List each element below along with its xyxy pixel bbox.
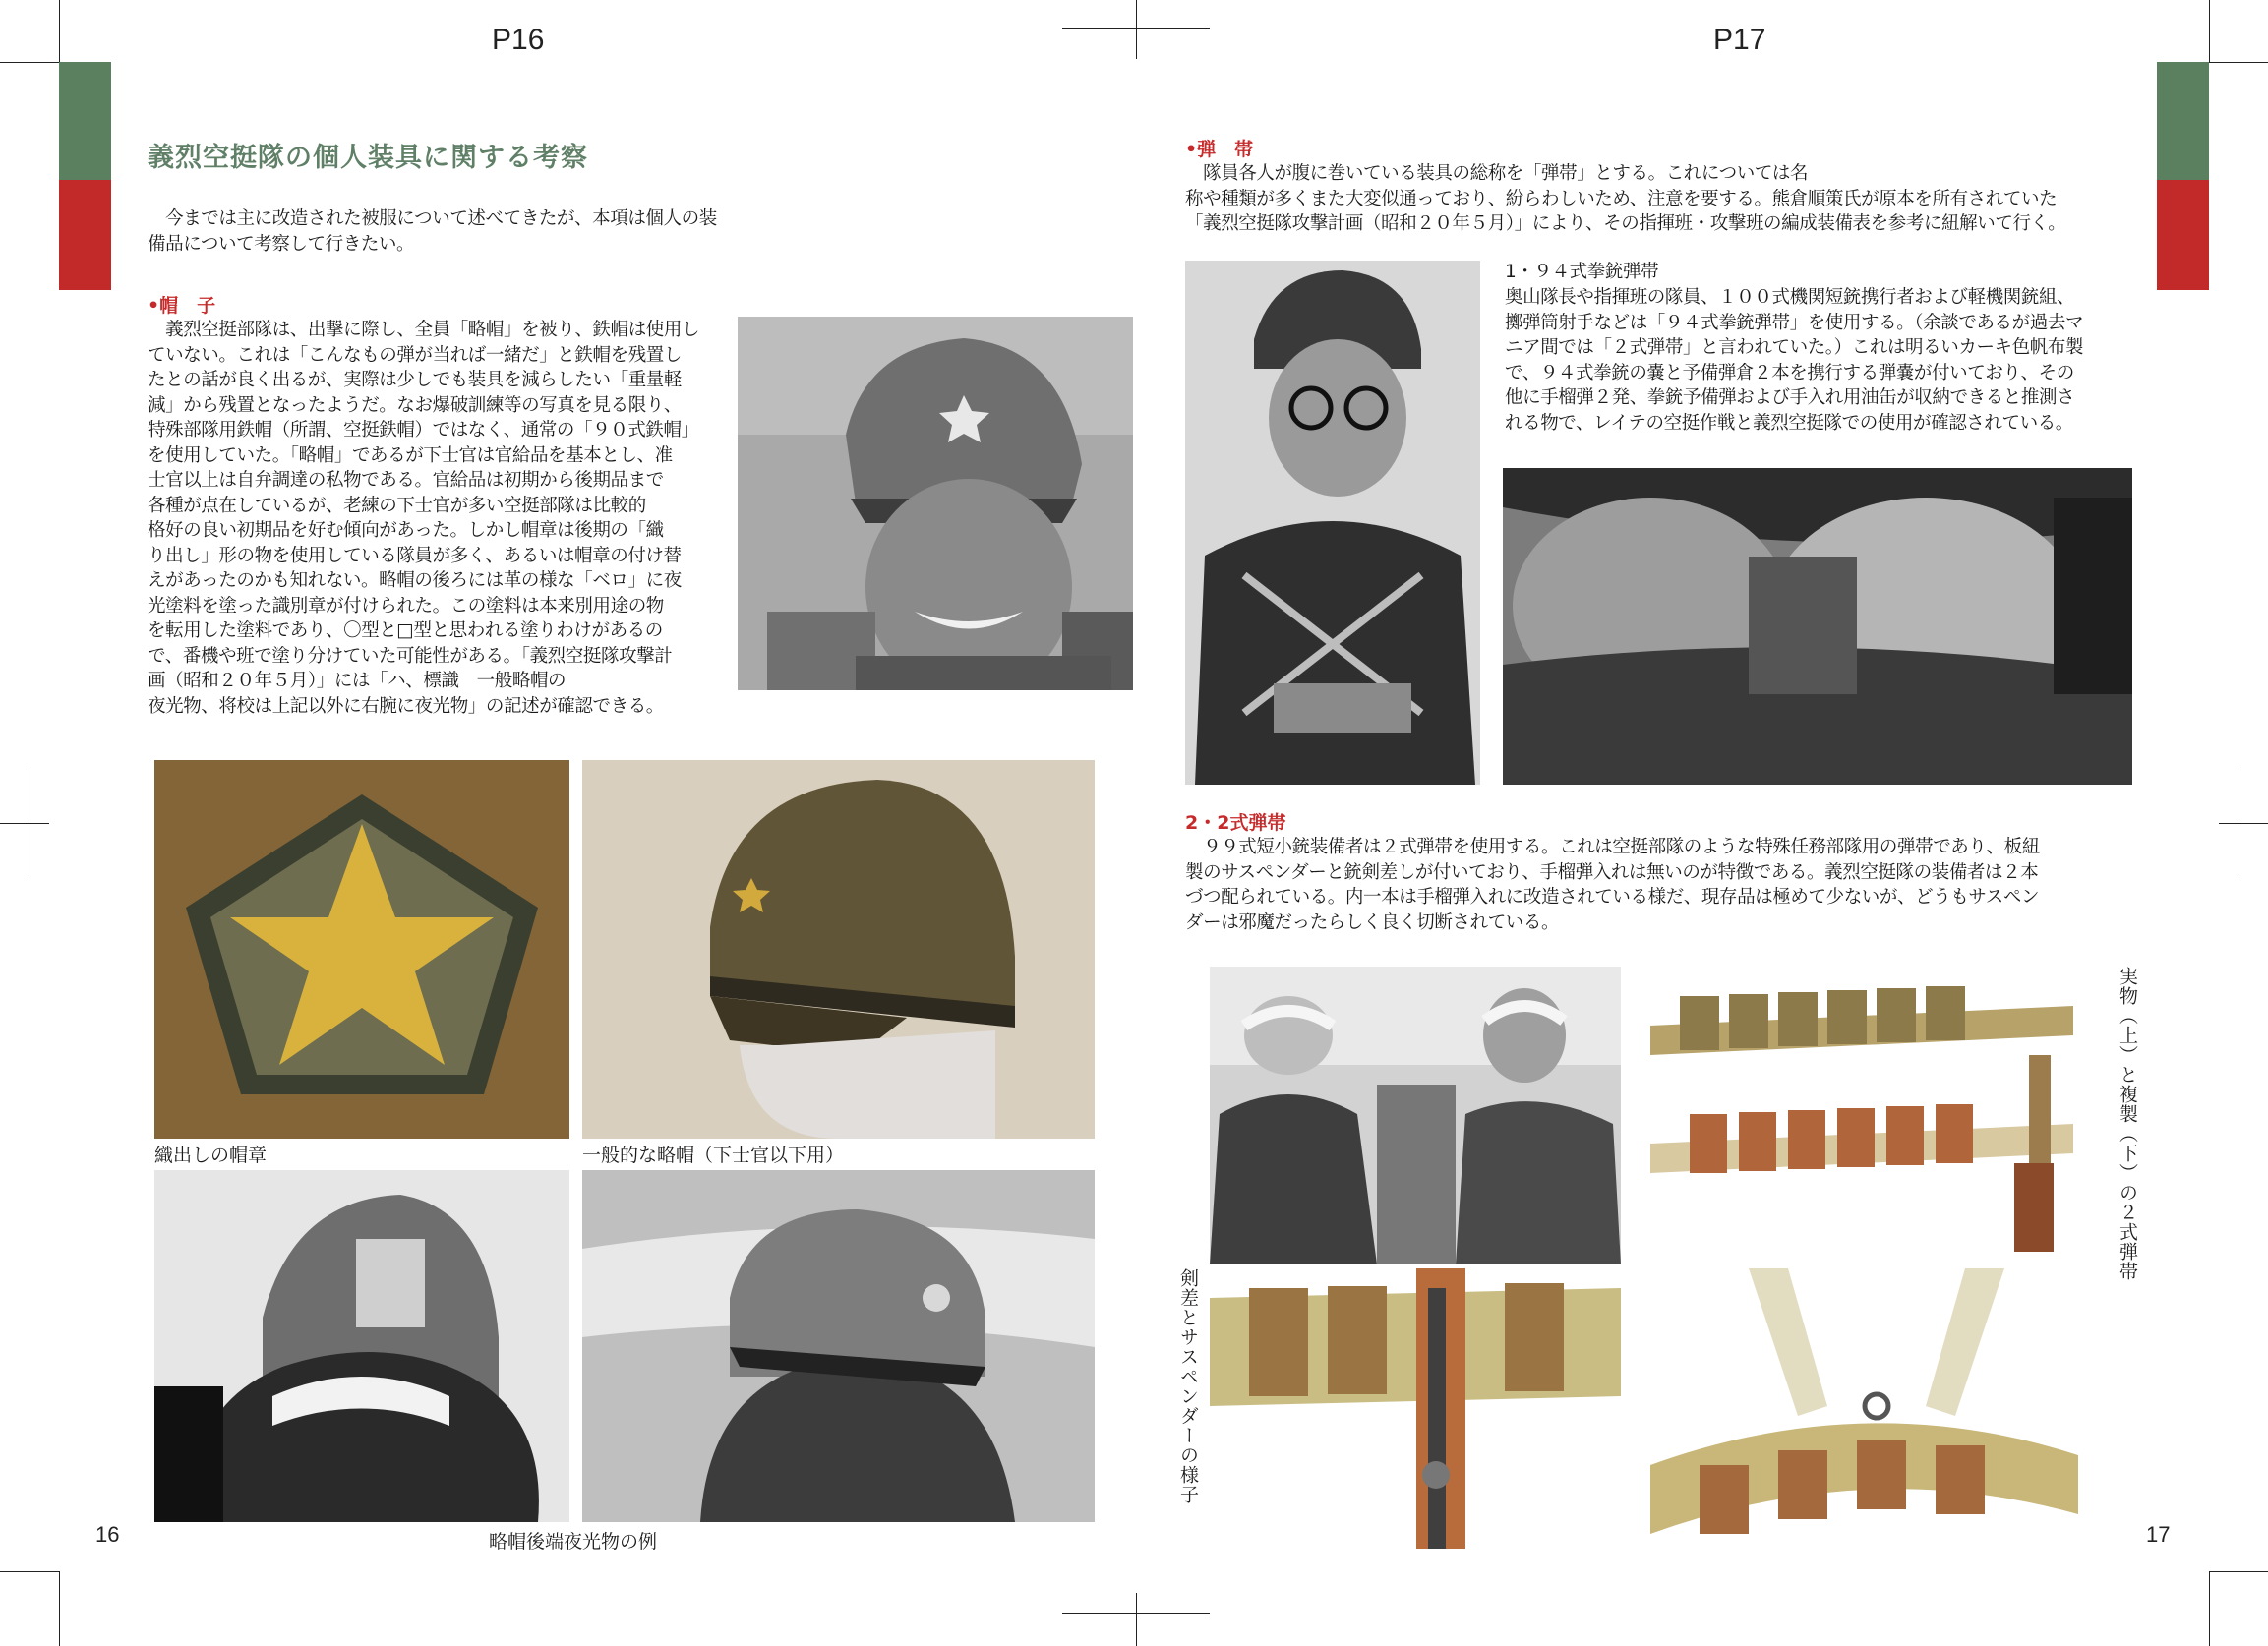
caption-bayonet-frog: 剣差とサスペンダーの様子	[1177, 1268, 1199, 1504]
photo-bayonet-frog	[1210, 1268, 1621, 1549]
cap-heading: •帽 子	[148, 295, 216, 317]
trim-mark	[59, 0, 60, 62]
photo-type2-belts	[1641, 967, 2088, 1264]
intro-paragraph: 今までは主に改造された被服について述べてきたが、本項は個人の装 備品について考察して行きたい。	[148, 208, 717, 255]
belt-paragraph: 隊員各人が腹に巻いている装具の総称を「弾帯」とする。これについては名 称や種類が多くまた大変似通っており、紛らわしいため、注意を要する。熊倉順策氏が原本を所有されていた 「義烈空挺隊攻撃計画（昭和２０年５月）」により、その指揮班・攻撃班の編成装備表を参考に紐解いて行く。	[1185, 163, 2066, 234]
page-number-left: 16	[95, 1522, 120, 1547]
accent-band-green	[59, 62, 111, 180]
page-number-right: 17	[2146, 1522, 2171, 1547]
trim-mark	[0, 1571, 59, 1572]
photo-woven-insignia	[154, 760, 569, 1139]
trim-mark	[2209, 1571, 2210, 1646]
trim-mark	[1136, 0, 1137, 59]
photo-commander-portrait	[1185, 261, 1480, 785]
page-title: 義烈空挺隊の個人装具に関する考察	[148, 143, 588, 173]
type94-paragraph: 奥山隊長や指揮班の隊員、１００式機関短銃携行者および軽機関銃組、 擲弾筒射手などは「９４式拳銃弾帯」を使用する。（余談であるが過去マ ニア間では「２式弾帯」と言われていた。）これは明るいカーキ色帆布製 で、９４式拳銃の嚢と予備弾倉２本を携行する弾嚢が付いており、その 他に手榴弾２発、拳銃予備弾および手入れ用油缶が収納できると推測さ れる物で、レイテの空挺作戦と義烈空挺隊での使用が確認されている。	[1505, 287, 2084, 434]
accent-band-green	[2157, 62, 2209, 180]
trim-mark	[1136, 1593, 1137, 1646]
trim-mark	[0, 823, 49, 824]
photo-belt-suspenders	[1641, 1268, 2088, 1549]
belt-heading: •弾 帯	[1185, 139, 1254, 160]
trim-mark	[2209, 1571, 2268, 1572]
type94-heading: 1・９４式拳銃弾帯	[1505, 262, 1659, 282]
trim-mark	[2209, 0, 2210, 62]
photo-belt-closeup	[1503, 468, 2132, 785]
caption-field-cap: 一般的な略帽（下士官以下用）	[582, 1145, 845, 1166]
cap-paragraph: 義烈空挺部隊は、出撃に際し、全員「略帽」を被り、鉄帽は使用し ていない。これは「こんなもの弾が当れば一緒だ」と鉄帽を残置し たとの話が良く出るが、実際は少しでも装具を減らしたい「重量軽 減」から残置となったようだ。なお爆破訓練等の写真を見る限り、 特殊部隊用鉄帽（所謂、空挺鉄帽）ではなく、通常の「９０式鉄帽」 を使用していた。「略帽」であるが下士官は官給品を基本とし、准 士官以上は自弁調達の私物である。官給品は初期から後期品まで 各種が点在しているが、老練の下士官が多い空挺部隊は比較的 格好の良い初期品を好む傾向があった。しかし帽章は後期の「織 り出し」形の物を使用している隊員が多く、あるいは帽章の付け替 えがあったのかも知れない。略帽の後ろには革の様な「ベロ」に夜 光塗料を塗った識別章が付けられた。この塗料は本来別用途の物 を転用した塗料であり、〇型と□型と思われる塗りわけがあるの で、番機や班で塗り分けていた可能性がある。「義烈空挺隊攻撃計 画（昭和２０年５月）」には「ハ、標識 一般略帽の 夜光物、将校は上記以外に右腕に夜光物」の記述が確認できる。	[148, 320, 700, 717]
accent-band-red	[2157, 180, 2209, 290]
type2-heading: 2・2式弾帯	[1185, 812, 1286, 834]
photo-paratroopers-group	[1210, 967, 1621, 1264]
trim-mark	[0, 62, 59, 63]
accent-band-red	[59, 180, 111, 290]
page-label-left: P16	[492, 24, 545, 56]
type2-paragraph: ９９式短小銃装備者は２式弾帯を使用する。これは空挺部隊のような特殊任務部隊用の弾帯であり、板紐 製のサスペンダーと銃剣差しが付いており、手榴弾入れは無いのが特徴である。義烈空挺隊の装備者は２本 づつ配られている。内一本は手榴弾入れに改造されている様だ、現存品は極めて少ないが、どうもサスペン ダーは邪魔だったらしく良く切断されている。	[1185, 837, 2040, 933]
caption-type2-belts: 実物（上）と複製（下）の２式弾帯	[2117, 967, 2138, 1281]
page-label-right: P17	[1713, 24, 1766, 56]
trim-mark	[2209, 62, 2268, 63]
photo-field-cap	[582, 760, 1095, 1139]
photo-luminous-marker-2	[582, 1170, 1095, 1522]
caption-luminous-markers: 略帽後端夜光物の例	[489, 1531, 658, 1553]
caption-insignia: 織出しの帽章	[154, 1145, 268, 1166]
photo-smiling-soldier	[738, 317, 1133, 690]
trim-mark	[59, 1571, 60, 1646]
photo-luminous-marker-1	[154, 1170, 569, 1522]
trim-mark	[2219, 823, 2268, 824]
